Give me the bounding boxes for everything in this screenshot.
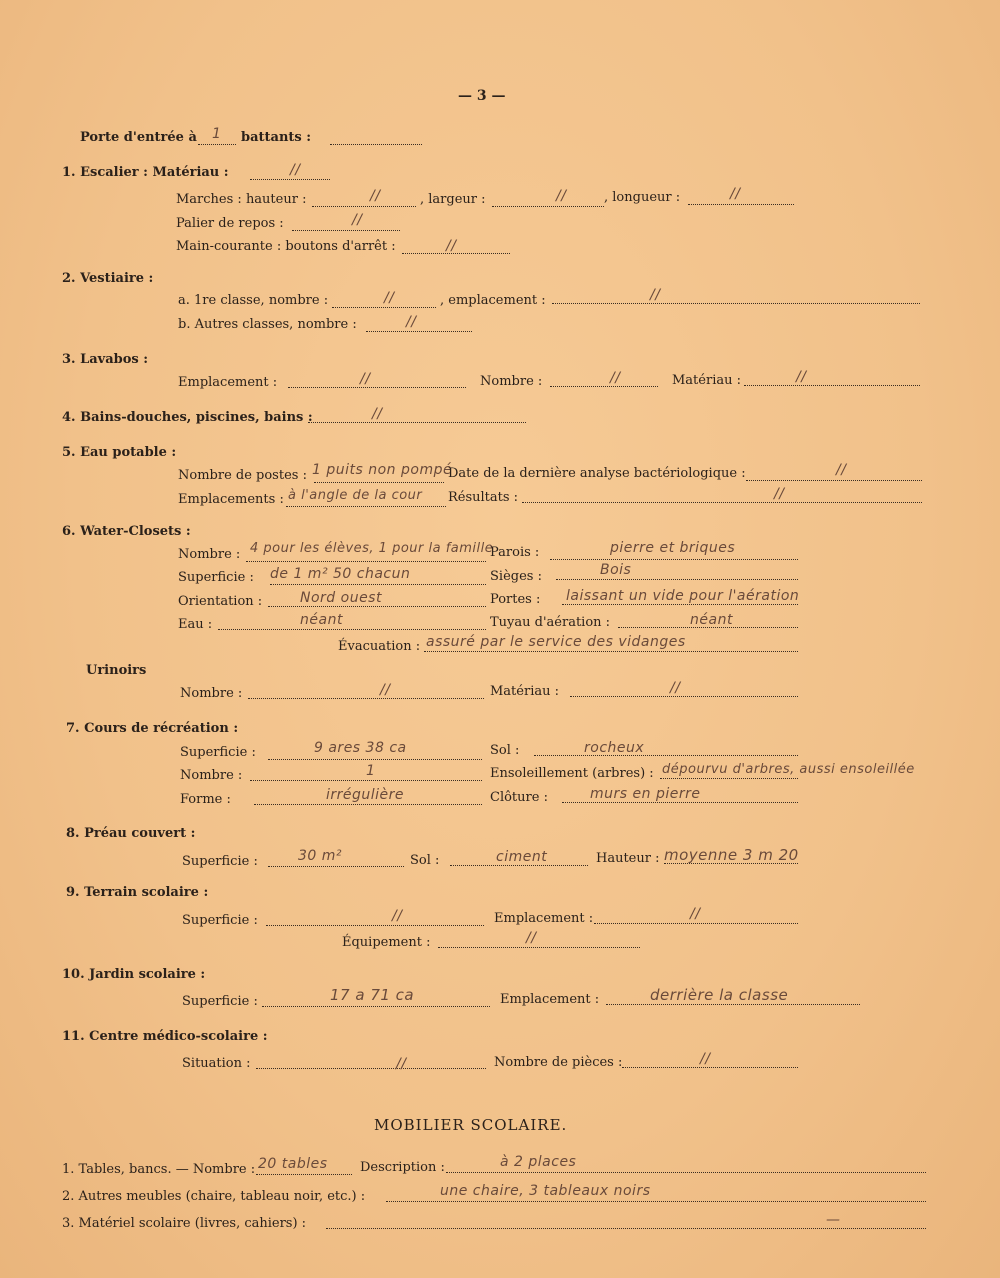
shelter-area-line [268, 866, 404, 867]
water-places-value: à l'angle de la cour [288, 488, 423, 503]
washbasins-place-label: Emplacement : [178, 375, 278, 390]
stairs-heading: 1. Escalier : Matériau : [62, 165, 229, 180]
stairs-handrail-label: Main-courante : boutons d'arrêt : [176, 239, 396, 254]
yards-shape-value: irrégulière [326, 787, 405, 803]
wc-doors-line [562, 604, 798, 605]
yards-fence-label: Clôture : [490, 790, 548, 805]
page-number: — 3 — [458, 88, 506, 104]
yards-heading: 7. Cours de récréation : [66, 721, 239, 736]
wc-vent-value: néant [690, 612, 733, 628]
stairs-landing-value: // [352, 212, 363, 228]
wc-orient-line [268, 606, 486, 607]
furniture-desc-line [446, 1172, 926, 1173]
garden-area-line [262, 1006, 490, 1007]
entrance-suffix: battants : [241, 130, 312, 145]
yards-soil-line [534, 755, 798, 756]
stairs-steps-label: Marches : hauteur : [176, 192, 307, 207]
cloakroom-place-label: , emplacement : [440, 293, 546, 308]
wc-drain-value: assuré par le service des vidanges [426, 634, 686, 650]
stairs-length-value: // [730, 186, 741, 202]
garden-place-label: Emplacement : [500, 992, 600, 1007]
wc-water-value: néant [300, 612, 343, 628]
furniture-material-value: — [826, 1212, 841, 1228]
wc-seats-line [556, 579, 798, 580]
wc-walls-line [550, 559, 798, 560]
stairs-material-line [250, 179, 330, 180]
garden-area-value: 17 a 71 ca [330, 986, 415, 1004]
wc-number-label: Nombre : [178, 547, 241, 562]
wc-number-value: 4 pour les élèves, 1 pour la famille [250, 541, 494, 556]
garden-place-line [606, 1004, 860, 1005]
medical-rooms-line [622, 1067, 798, 1068]
washbasins-place-value: // [360, 371, 371, 387]
yards-sun-label: Ensoleillement (arbres) : [490, 766, 654, 781]
yards-area-line [268, 759, 482, 760]
baths-value: // [372, 406, 383, 422]
furniture-tables-line [256, 1174, 352, 1175]
stairs-steps-line [312, 206, 416, 207]
wc-area-label: Superficie : [178, 570, 254, 585]
cloakroom-heading: 2. Vestiaire : [62, 271, 154, 286]
washbasins-material-value: // [796, 369, 807, 385]
yards-area-label: Superficie : [180, 745, 256, 760]
wc-orient-value: Nord ouest [300, 590, 382, 606]
wc-number-line [246, 561, 486, 562]
furniture-desc-label: Description : [360, 1160, 445, 1175]
entrance-count-line [198, 144, 236, 145]
entrance-line [330, 144, 422, 145]
cloakroom-first-label: a. 1re classe, nombre : [178, 293, 329, 308]
medical-rooms-value: // [700, 1051, 711, 1067]
wc-heading: 6. Water-Closets : [62, 524, 191, 539]
wc-seats-value: Bois [600, 562, 632, 578]
washbasins-number-line [550, 386, 658, 387]
yards-number-line [250, 780, 482, 781]
stairs-length-label: , longueur : [604, 190, 681, 205]
shelter-soil-line [450, 865, 588, 866]
shelter-soil-label: Sol : [410, 853, 440, 868]
shelter-height-label: Hauteur : [596, 851, 660, 866]
yards-sun-value: dépourvu d'arbres, aussi ensoleillée [662, 762, 915, 777]
yards-shape-label: Forme : [180, 792, 231, 807]
furniture-other-label: 2. Autres meubles (chaire, tableau noir, etc.) : [62, 1189, 366, 1204]
wc-doors-label: Portes : [490, 592, 541, 607]
wc-walls-label: Parois : [490, 545, 540, 560]
urinals-material-line [570, 696, 798, 697]
yards-fence-value: murs en pierre [590, 786, 701, 802]
urinals-heading: Urinoirs [86, 663, 147, 678]
stairs-handrail-value: // [446, 238, 457, 254]
urinals-number-line [248, 698, 484, 699]
medical-situation-line [256, 1068, 486, 1069]
furniture-title: MOBILIER SCOLAIRE. [374, 1116, 568, 1134]
wc-water-label: Eau : [178, 617, 213, 632]
yards-shape-line [254, 804, 482, 805]
furniture-material-line [326, 1228, 926, 1229]
baths-line [308, 422, 526, 423]
water-results-line [522, 502, 922, 503]
grounds-equip-value: // [526, 930, 537, 946]
furniture-desc-value: à 2 places [500, 1154, 577, 1170]
entrance-count-value: 1 [212, 126, 222, 142]
stairs-landing-label: Palier de repos : [176, 216, 284, 231]
garden-heading: 10. Jardin scolaire : [62, 967, 206, 982]
grounds-area-label: Superficie : [182, 913, 258, 928]
water-posts-value: 1 puits non pompé [312, 462, 453, 478]
furniture-material-label: 3. Matériel scolaire (livres, cahiers) : [62, 1216, 307, 1231]
wc-drain-label: Évacuation : [338, 639, 421, 654]
water-analysis-value: // [836, 462, 847, 478]
shelter-soil-value: ciment [496, 849, 548, 865]
urinals-material-label: Matériau : [490, 684, 559, 699]
yards-soil-value: rocheux [584, 740, 645, 756]
stairs-width-label: , largeur : [420, 192, 486, 207]
wc-doors-value: laissant un vide pour l'aération [566, 588, 800, 604]
washbasins-place-line [288, 387, 466, 388]
grounds-equip-line [438, 947, 640, 948]
washbasins-number-value: // [610, 370, 621, 386]
cloakroom-place-value: // [650, 287, 661, 303]
urinals-number-value: // [380, 682, 391, 698]
washbasins-material-label: Matériau : [672, 373, 741, 388]
medical-rooms-label: Nombre de pièces : [494, 1055, 623, 1070]
washbasins-material-line [744, 385, 920, 386]
grounds-area-line [266, 925, 484, 926]
wc-water-line [218, 629, 486, 630]
baths-label: 4. Bains-douches, piscines, bains : [62, 410, 313, 425]
shelter-height-value: moyenne 3 m 20 [664, 846, 799, 864]
washbasins-number-label: Nombre : [480, 374, 543, 389]
wc-area-value: de 1 m² 50 chacun [270, 566, 411, 582]
shelter-heading: 8. Préau couvert : [66, 826, 196, 841]
yards-soil-label: Sol : [490, 743, 520, 758]
grounds-area-value: // [392, 908, 403, 924]
water-places-label: Emplacements : [178, 492, 284, 507]
garden-area-label: Superficie : [182, 994, 258, 1009]
yards-area-value: 9 ares 38 ca [314, 740, 407, 756]
grounds-place-label: Emplacement : [494, 911, 594, 926]
grounds-place-value: // [690, 906, 701, 922]
stairs-material-value: // [290, 162, 301, 178]
water-heading: 5. Eau potable : [62, 445, 177, 460]
furniture-tables-label: 1. Tables, bancs. — Nombre : [62, 1162, 256, 1177]
shelter-area-value: 30 m² [298, 848, 343, 864]
shelter-area-label: Superficie : [182, 854, 258, 869]
stairs-width-line [492, 206, 604, 207]
grounds-heading: 9. Terrain scolaire : [66, 885, 209, 900]
medical-situation-label: Situation : [182, 1056, 251, 1071]
furniture-other-line [386, 1201, 926, 1202]
cloakroom-place-line [552, 303, 920, 304]
water-results-value: // [774, 486, 785, 502]
wc-orient-label: Orientation : [178, 594, 263, 609]
yards-number-label: Nombre : [180, 768, 243, 783]
water-posts-label: Nombre de postes : [178, 468, 307, 483]
wc-area-line [270, 584, 486, 585]
stairs-length-line [688, 204, 794, 205]
stairs-steps-value: // [370, 188, 381, 204]
cloakroom-first-value: // [384, 290, 395, 306]
urinals-number-label: Nombre : [180, 686, 243, 701]
garden-place-value: derrière la classe [650, 986, 789, 1004]
entrance-label: Porte d'entrée à [80, 130, 197, 145]
wc-drain-line [424, 651, 798, 652]
yards-sun-line [660, 778, 798, 779]
wc-seats-label: Sièges : [490, 569, 542, 584]
water-places-line [286, 506, 446, 507]
stairs-width-value: // [556, 188, 567, 204]
water-results-label: Résultats : [448, 490, 519, 505]
water-analysis-label: Date de la dernière analyse bactériologique : [448, 466, 746, 481]
medical-situation-value: // [396, 1056, 407, 1072]
wc-vent-label: Tuyau d'aération : [490, 615, 611, 630]
grounds-equip-label: Équipement : [342, 935, 431, 950]
wc-walls-value: pierre et briques [610, 540, 736, 556]
water-analysis-line [746, 480, 922, 481]
urinals-material-value: // [670, 680, 681, 696]
furniture-other-value: une chaire, 3 tableaux noirs [440, 1183, 651, 1199]
grounds-place-line [594, 923, 798, 924]
washbasins-heading: 3. Lavabos : [62, 352, 149, 367]
cloakroom-other-label: b. Autres classes, nombre : [178, 317, 357, 332]
yards-number-value: 1 [366, 763, 376, 779]
medical-heading: 11. Centre médico-scolaire : [62, 1029, 268, 1044]
furniture-tables-value: 20 tables [258, 1156, 328, 1172]
cloakroom-other-value: // [406, 314, 417, 330]
water-posts-line [314, 482, 444, 483]
cloakroom-other-line [366, 331, 472, 332]
yards-fence-line [562, 802, 798, 803]
stairs-landing-line [292, 230, 400, 231]
cloakroom-first-line [332, 307, 436, 308]
